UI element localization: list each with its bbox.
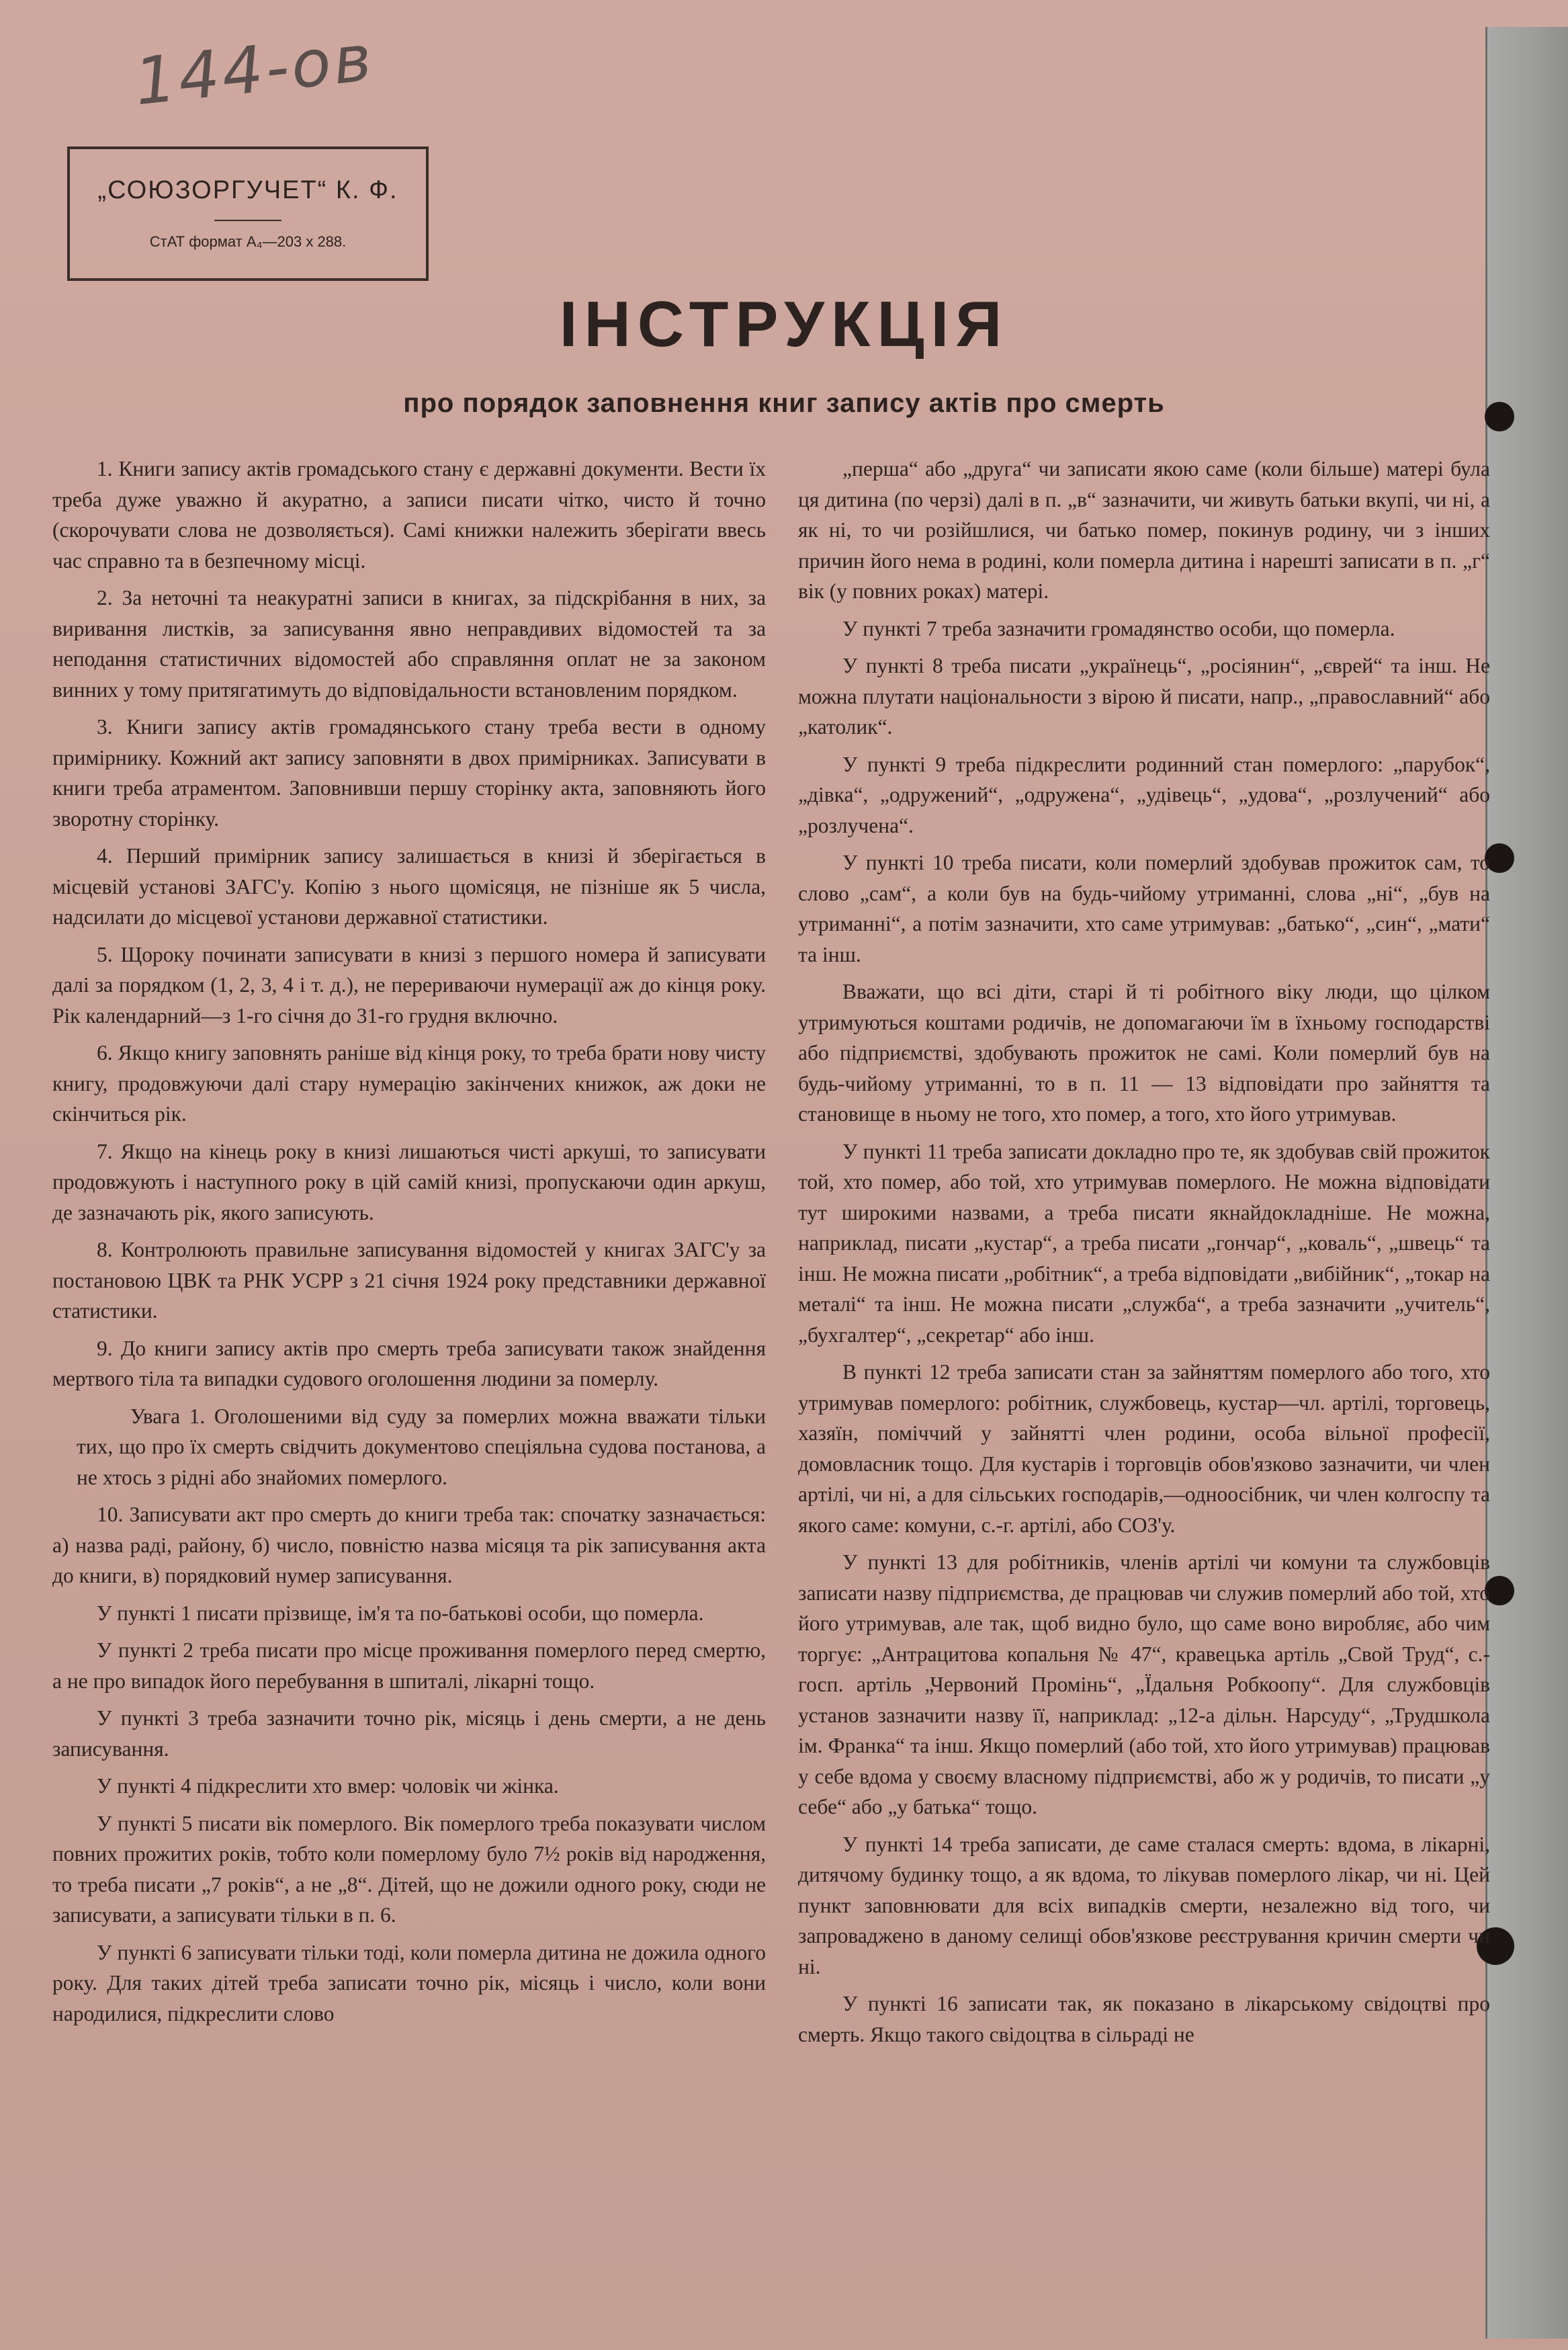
- binding-strip: [1485, 27, 1568, 2339]
- paragraph: 7. Якщо на кінець року в книзі лишаються чисті аркуші, то записувати продовжують і наступного року в цій самій книзі, пропускаючи один аркуш, де зазначають рік, якого записують.: [52, 1139, 766, 1224]
- paragraph: У пункті 10 треба писати, коли померлий здобував прожиток сам, то слово „сам“, а коли був на будь-чийому утриманні, слова „ні“, „був на утриманні“, а потім зазначити, хто саме утримував: „батько“, „син“, „мати“ та інш.: [798, 851, 1490, 966]
- paragraph: 9. До книги запису актів про смерть треба записувати також знайдення мертвого тіла та випадки судового оголошення людини за померлу.: [52, 1336, 766, 1390]
- document-title: ІНСТРУКЦІЯ: [559, 288, 1009, 360]
- paragraph: У пункті 13 для робітників, членів артілі чи комуни та службовців записати назву підприємства, де працював чи служив померлий або той, хто його утримував, але так, щоб видно було, що саме воно виробляє, або чим торгує: „Антрацитова копальня № 47“, кравецька артіль „Свой Труд“, с.-госп. артіль „Червоний Промінь“, „Їдальня Робкоопу“. Для службовців установ зазначити назву її, наприклад: „12-а дільн. Нарсуду“, „Трудшкола ім. Франка“ та інш. Якщо померлий (або той, хто його утримував) працював у себе вдома у своєму власному підприємстві, або ж у родичів, то писати „у себе“ або „у батька“ тощо.: [798, 1550, 1490, 1818]
- handwritten-mark: 144-ов: [131, 19, 378, 120]
- paragraph: 3. Книги запису актів громадянського стану треба вести в одному примірнику. Кожний акт запису заповняти в двох примірниках. Записувати в книги треба атраментом. Заповнивши першу сторінку акта, заповняють його зворотну сторінку.: [52, 715, 766, 831]
- paragraph: 1. Книги запису актів громадського стану є державні документи. Вести їх треба дуже уважно й акуратно, а записи писати чітко, чисто й точно (скорочувати слова не дозволяється). Самі книжки належить зберігати ввесь час справно та в безпечному місці.: [52, 457, 766, 573]
- paragraph: 10. Записувати акт про смерть до книги треба так: спочатку зазначається: а) назва раді, району, б) число, повністю назва місяця та рік записування акта до книги, в) порядковий нумер записування.: [52, 1503, 766, 1587]
- paragraph: У пункті 14 треба записати, де саме сталася смерть: вдома, в лікарні, дитячому будинку тощо, а як вдома, то лікував померлого лікар, чи ні. Цей пункт заповнювати для всіх випадків смерти, незалежно від того, чи запроваджено в даному селищі обов'язкове реєстрування кричин смерти чи ні.: [798, 1832, 1490, 1978]
- stamp-divider: [214, 220, 281, 221]
- paragraph: У пункті 4 підкреслити хто вмер: чоловік чи жінка.: [97, 1774, 559, 1798]
- document-subtitle: про порядок заповнення книг запису актів про смерть: [403, 388, 1165, 418]
- stamp-format: СтАТ формат А₄—203 х 288.: [149, 233, 347, 250]
- paragraph: Вважати, що всі діти, старі й ті робітного віку люди, що цілком утримуються коштами родичів, не допомагаючи їм в їхньому господарстві або підприємстві, здобувають прожиток не самі. Коли померлий був на будь-чийому утриманні, то в п. 11 — 13 відповідати про зайняття та становище в ньому не того, хто помер, а того, хто його утримував.: [798, 980, 1490, 1126]
- paragraph: У пункті 9 треба підкреслити родинний стан померлого: „парубок“, „дівка“, „одружений“, „одружена“, „удівець“, „удова“, „розлучений“ або „розлучена“.: [798, 752, 1490, 837]
- right-column: [798, 454, 1490, 2335]
- paragraph: „перша“ або „друга“ чи записати якою саме (коли більше) матері була ця дитина (по черзі) далі в п. „в“ зазначити, чи живуть батьки вкупі, чи ні, а як ні, то чи розійшлися, чи батько помер, покинув родину, чи з інших причин його нема в родині, коли померла дитина і нарешті записати в п. „г“ вік (у повних роках) матері.: [798, 457, 1490, 603]
- paragraph: У пункті 7 треба зазначити громадянство особи, що померла.: [842, 616, 1395, 640]
- paragraph: 8. Контролюють правильне записування відомостей у книгах ЗАГС'у за постановою ЦВК та РНК УСРР з 21 січня 1924 року представники державної статистики.: [52, 1238, 766, 1323]
- paragraph: В пункті 12 треба записати стан за зайняттям померлого або того, хто утримував померлого: робітник, службовець, кустар—чл. артілі, торговець, хазяїн, поміччий у зайнятті член родини, особа вільної професії, домовласник тощо. Для кустарів і торговців обов'язково зазначити, чи член артілі, чи ні, а для сільських господарів,—одноосібник, чи член колгоспу та якого саме: комуни, с.-г. артілі, або СОЗ'у.: [798, 1360, 1490, 1537]
- paragraph: У пункті 16 записати так, як показано в лікарському свідоцтві про смерть. Якщо такого свідоцтва в сільраді не: [798, 1992, 1490, 2046]
- paragraph: У пункті 11 треба записати докладно про те, як здобував свій прожиток той, хто помер, або той, хто утримував померлого. Не можна відповідати тут широкими назвами, а треба писати якнайдокладніше. Не можна, наприклад, писати „кустар“, а треба писати „гончар“, „коваль“, „швець“ та інш. Не можна писати „робітник“, а треба відповідати „вибійник“, „токар на металі“ та інш. Не можна писати „служба“, а треба зазначити „учитель“, „бухгалтер“, „секретар“ або інш.: [798, 1139, 1490, 1347]
- paragraph: 2. За неточні та неакуратні записи в книгах, за підскрібання в них, за виривання листків, за записування явно неправдивих відомостей та за неподання статистичних відомостей або справляння оплат не за законом винних у тому притягатимуть до відповідальности встановленим порядком.: [52, 586, 766, 702]
- stamp-publisher: „СОЮЗОРГУЧЕТ“ К. Ф.: [97, 176, 398, 204]
- paragraph: У пункті 5 писати вік померлого. Вік померлого треба показувати числом повних прожитих років, тобто коли померлому було 7½ років від народження, то треба писати „7 років“, а не „8“. Дітей, що не дожили одного року, сюди не записувати, а записувати тільки в п. 6.: [52, 1811, 766, 1927]
- left-column: [52, 454, 766, 2335]
- paragraph: 4. Перший примірник запису залишається в книзі й зберігається в місцевій установі ЗАГС'у. Копію з нього щомісяця, не пізніше як 5 числа, надсилати до місцевої установи державної статистики.: [52, 844, 766, 929]
- paragraph: Увага 1. Оголошеними від суду за померлих можна вважати тільки тих, що про їх смерть свідчить документово спеціяльна судова постанова, а не хтось з рідні або знайомих померлого.: [77, 1404, 766, 1489]
- paragraph: У пункті 3 треба зазначити точно рік, місяць і день смерти, а не день записування.: [52, 1706, 766, 1761]
- paragraph: 5. Щороку починати записувати в книзі з першого номера й записувати далі за порядком (1, 2, 3, 4 і т. д.), не перериваючи нумерації аж до кінця року. Рік календарний—з 1-го січня до 31-го грудня включно.: [52, 942, 766, 1027]
- paragraph: У пункті 2 треба писати про місце проживання померлого перед смертю, а не про випадок його перебування в шпиталі, лікарні тощо.: [52, 1638, 766, 1693]
- paragraph: У пункті 8 треба писати „українець“, „росіянин“, „єврей“ та інш. Не можна плутати національности з вірою й писати, напр., „православний“ або „католик“.: [798, 654, 1490, 739]
- publisher-stamp: [67, 146, 429, 281]
- paragraph: У пункті 6 записувати тільки тоді, коли померла дитина не дожила одного року. Для таких дітей треба записати точно рік, місяць і число, коли вони народилися, підкреслити слово: [52, 1940, 766, 2025]
- paragraph: У пункті 1 писати прізвище, ім'я та по-батькові особи, що померла.: [97, 1601, 704, 1625]
- paragraph: 6. Якщо книгу заповнять раніше від кінця року, то треба брати нову чисту книгу, продовжуючи далі стару нумерацію закінчених книжок, аж доки не скінчиться рік.: [52, 1041, 766, 1126]
